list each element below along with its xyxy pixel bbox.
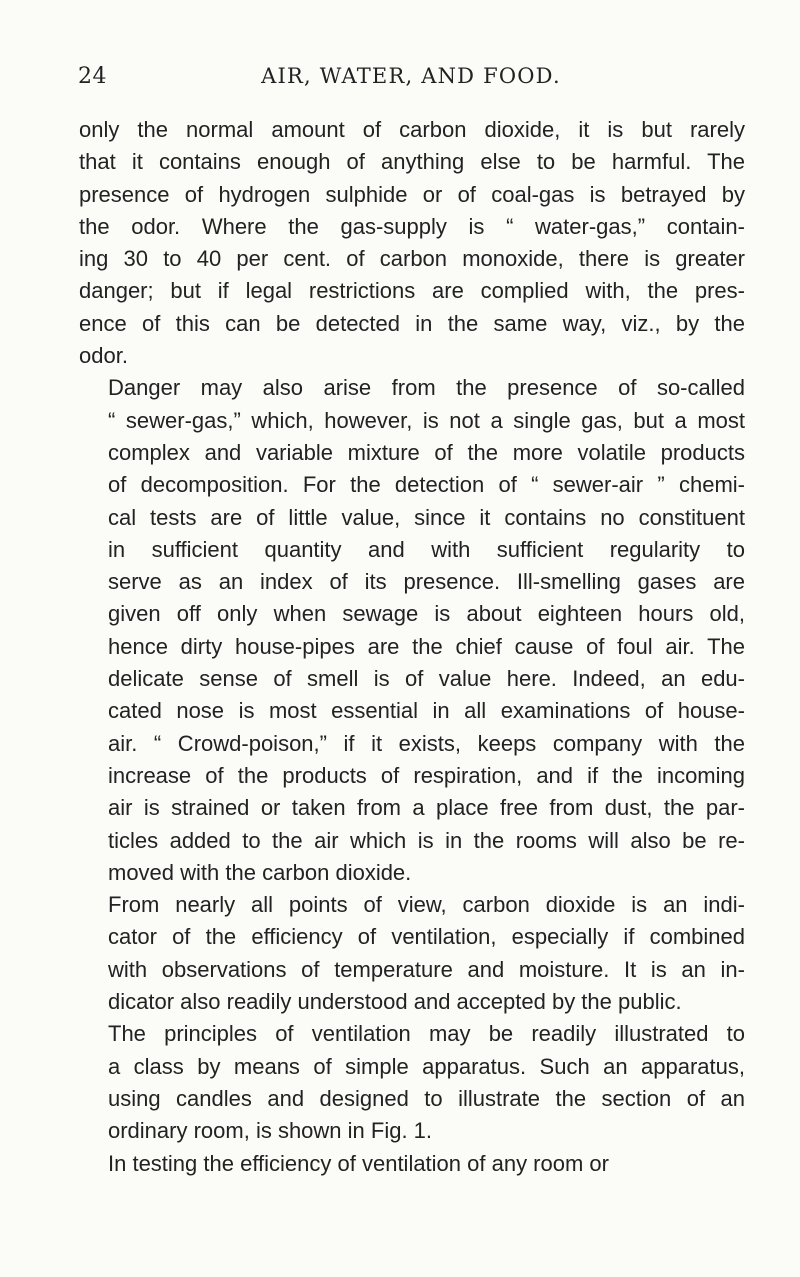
text-line: danger; but if legal restrictions are complied with, the pres- [79,278,745,304]
text-line: presence of hydrogen sulphide or of coal-gas is betrayed by [79,181,745,207]
text-line: cal tests are of little value, since it contains no constituent [108,504,745,530]
text-line: In testing the efficiency of ventilation of any room or [108,1150,609,1176]
text-line: From nearly all points of view, carbon dioxide is an indi- [108,892,745,918]
text-line: hence dirty house-pipes are the chief cause of foul air. The [108,633,745,659]
text-line: Danger may also arise from the presence of so-called [108,375,745,401]
text-line: ing 30 to 40 per cent. of carbon monoxide, there is greater [79,246,745,272]
text-line: ordinary room, is shown in Fig. 1. [108,1118,433,1144]
text-line: the odor. Where the gas-supply is “ water-gas,” contain- [79,213,745,239]
text-line: in sufficient quantity and with sufficient regularity to [108,536,745,562]
body-text [79,114,745,1180]
text-line: ticles added to the air which is in the rooms will also be re- [108,827,745,853]
text-line: air is strained or taken from a place free from dust, the par- [108,795,745,821]
text-line: The principles of ventilation may be readily illustrated to [108,1021,745,1047]
text-line: increase of the products of respiration, and if the incoming [108,762,745,788]
text-line: cator of the efficiency of ventilation, especially if combined [108,924,745,950]
paragraph [79,889,745,1018]
text-line: complex and variable mixture of the more volatile products [108,439,745,465]
text-line: air. “ Crowd-poison,” if it exists, keeps company with the [108,730,745,756]
paragraph [79,372,745,889]
paragraph [79,1018,745,1147]
text-line: that it contains enough of anything else to be harmful. The [79,149,745,175]
paragraph [79,1148,745,1180]
paragraph [79,114,745,372]
text-line: of decomposition. For the detection of “ sewer-air ” chemi- [108,472,745,498]
running-head: AIR, WATER, AND FOOD. [261,64,561,88]
text-line: given off only when sewage is about eighteen hours old, [108,601,745,627]
text-line: moved with the carbon dioxide. [108,859,412,885]
text-line: a class by means of simple apparatus. Such an apparatus, [108,1053,745,1079]
text-line: odor. [79,343,128,369]
text-line: delicate sense of smell is of value here. Indeed, an edu- [108,666,745,692]
text-line: serve as an index of its presence. Ill-smelling gases are [108,569,745,595]
text-line: with observations of temperature and moisture. It is an in- [108,956,745,982]
text-line: cated nose is most essential in all examinations of house- [108,698,745,724]
text-line: “ sewer-gas,” which, however, is not a single gas, but a most [108,407,745,433]
text-line: dicator also readily understood and accepted by the public. [108,989,682,1015]
page-header [78,60,744,100]
page-number: 24 [78,64,107,89]
text-line: only the normal amount of carbon dioxide, it is but rarely [79,117,745,142]
text-line: using candles and designed to illustrate the section of an [108,1085,745,1111]
text-line: ence of this can be detected in the same way, viz., by the [79,310,745,336]
